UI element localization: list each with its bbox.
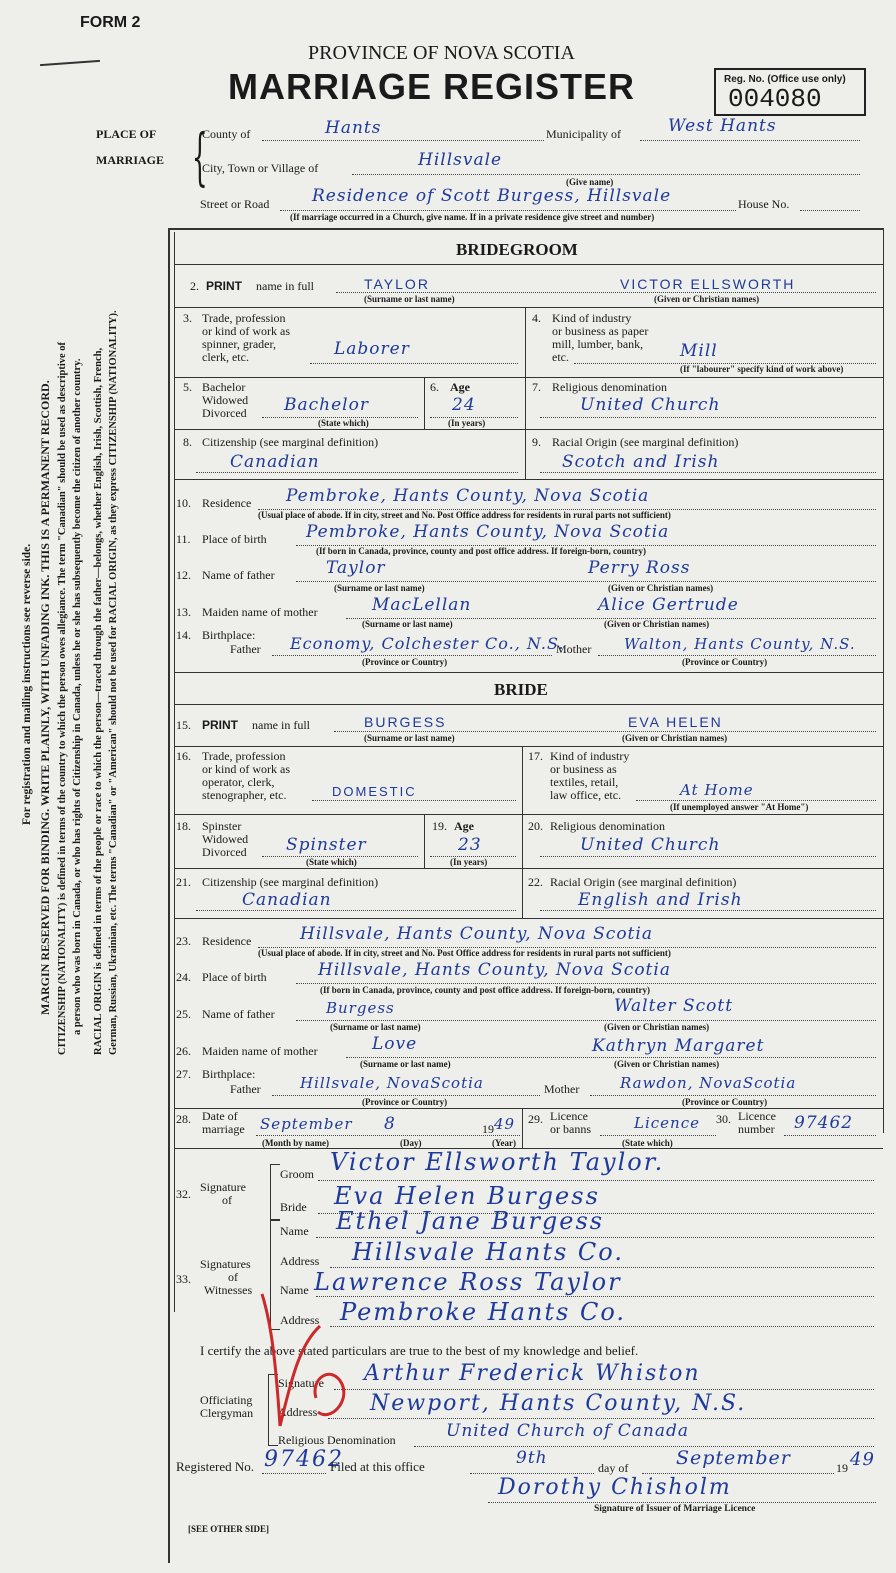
groom-heading: BRIDEGROOM: [456, 240, 578, 259]
clergy-address-line: [328, 1418, 874, 1419]
f4-note: (If "labourer" specify kind of work above): [680, 364, 844, 374]
f29-num: 29.: [528, 1112, 543, 1126]
groom-trade: Laborer: [334, 339, 410, 359]
denomination-label: Religious Denomination: [278, 1433, 396, 1447]
f30-line: [784, 1135, 876, 1136]
f19-label: Age: [454, 819, 474, 833]
reg-number: 004080: [728, 84, 822, 114]
f10-label: Residence: [202, 496, 252, 510]
city-value: Hillsvale: [418, 150, 503, 170]
bride-trade: DOMESTIC: [332, 784, 417, 799]
f8-line: [196, 472, 518, 473]
surname-caption: (Surname or last name): [364, 733, 455, 743]
reg-number-box: [714, 68, 866, 116]
f17-label-3: textiles, retail,: [550, 775, 619, 789]
row-rule: [174, 429, 883, 430]
f14-num: 14.: [176, 628, 191, 642]
f13-num: 13.: [176, 605, 191, 619]
street-note: (If marriage occurred in a Church, give name. If in a private residence give street and number): [290, 212, 655, 222]
groom-status: Bachelor: [284, 395, 369, 415]
filed-year: 49: [850, 1449, 875, 1470]
f32-num: 32.: [176, 1187, 191, 1201]
f17-label-4: law office, etc.: [550, 788, 622, 802]
f3-label-4: clerk, etc.: [202, 350, 249, 364]
f17-note: (If unemployed answer "At Home"): [670, 802, 809, 812]
f29-label-1: Licence: [550, 1109, 588, 1123]
f9-label: Racial Origin (see marginal definition): [552, 435, 739, 449]
groom-given-caption: (Given or Christian names): [654, 294, 760, 304]
f23-label: Residence: [202, 934, 252, 948]
witness2-address: Pembroke Hants Co.: [340, 1298, 626, 1326]
f3-num: 3.: [183, 311, 192, 325]
year-caption: (Year): [492, 1138, 516, 1148]
groom-mother-surname: MacLellan: [372, 595, 472, 615]
f13-label: Maiden name of mother: [202, 605, 318, 619]
f14-father-line: [272, 655, 552, 656]
row-rule: [174, 377, 883, 378]
place-label-1: PLACE OF: [96, 127, 157, 141]
bride-heading-rule: [174, 704, 883, 705]
bride-signature: Eva Helen Burgess: [334, 1182, 600, 1210]
f9-num: 9.: [532, 435, 541, 449]
f7-label: Religious denomination: [552, 380, 667, 394]
groom-birthplace: Pembroke, Hants County, Nova Scotia: [306, 522, 670, 542]
in-years-caption: (In years): [450, 857, 488, 867]
bride-birthplace: Hillsvale, Hants County, Nova Scotia: [318, 960, 671, 980]
red-check-mark: [250, 1283, 360, 1436]
f18-label-1: Spinster: [202, 819, 242, 833]
wit-label-1: Signatures: [200, 1257, 251, 1271]
f10-num: 10.: [176, 496, 191, 510]
reg-label: Reg. No. (Office use only): [724, 74, 846, 85]
bride-citizenship: Canadian: [242, 890, 332, 910]
f25-line: [296, 1020, 876, 1021]
denomination-line: [414, 1446, 874, 1447]
filed-day: 9th: [516, 1448, 548, 1468]
f29-label-2: or banns: [550, 1122, 591, 1136]
f28-line: [256, 1135, 520, 1136]
clergy-signature: Arthur Frederick Whiston: [364, 1361, 701, 1386]
sig-label-2: of: [222, 1193, 232, 1207]
groom-surname: TAYLOR: [364, 276, 430, 292]
f9-line: [540, 472, 876, 473]
issuer-signature: Dorothy Chisholm: [498, 1475, 732, 1500]
bride-father-given: Walter Scott: [614, 996, 734, 1016]
house-label: House No.: [738, 197, 790, 211]
pen-mark: [40, 60, 100, 66]
f26-num: 26.: [176, 1044, 191, 1058]
f28-num: 28.: [176, 1112, 191, 1126]
f16-line: [312, 800, 516, 801]
given-caption: (Given or Christian names): [622, 733, 728, 743]
f18-num: 18.: [176, 819, 191, 833]
row-rule: [174, 918, 883, 919]
col-divider: [522, 868, 523, 918]
f19-num: 19.: [432, 819, 447, 833]
given-caption: (Given or Christian names): [604, 1022, 710, 1032]
f18-label-2: Widowed: [202, 832, 249, 846]
marriage-year: 49: [494, 1115, 516, 1133]
bride-age: 23: [458, 835, 482, 855]
row-rule: [174, 814, 883, 815]
father-label: Father: [230, 1082, 261, 1096]
f11-label: Place of birth: [202, 532, 267, 546]
county-line: [262, 140, 544, 141]
f4-label-3: mill, lumber, bank,: [552, 337, 644, 351]
f12-label: Name of father: [202, 568, 275, 582]
f15-label: name in full: [252, 718, 310, 732]
groom-sig-label: Groom: [280, 1167, 314, 1181]
street-line: [280, 210, 736, 211]
row-rule: [174, 307, 883, 308]
street-value: Residence of Scott Burgess, Hillsvale: [312, 186, 672, 206]
place-brace: {: [191, 120, 208, 193]
licence-or-banns: Licence: [634, 1114, 700, 1132]
f6-label: Age: [450, 380, 470, 394]
bride-industry: At Home: [680, 781, 754, 799]
groom-sig-line: [318, 1180, 874, 1181]
f24-num: 24.: [176, 970, 191, 984]
f2-print: PRINT: [206, 279, 242, 293]
day-caption: (Day): [400, 1138, 422, 1148]
f17-label-2: or business as: [550, 762, 617, 776]
wit-label-2: of: [228, 1270, 238, 1284]
w2-name-line: [316, 1296, 874, 1297]
margin-notes: [20, 295, 121, 1055]
bride-surname: BURGESS: [364, 714, 447, 730]
f8-num: 8.: [183, 435, 192, 449]
bride-father-birthplace: Hillsvale, NovaScotia: [300, 1074, 484, 1092]
f16-num: 16.: [176, 749, 191, 763]
surname-caption: (Surname or last name): [360, 1059, 451, 1069]
f22-label: Racial Origin (see marginal definition): [550, 875, 737, 889]
col-divider: [525, 307, 526, 377]
f3-label-2: or kind of work as: [202, 324, 290, 338]
day-of-label: day of: [598, 1461, 629, 1475]
mother-label: Mother: [556, 642, 592, 656]
state-which-caption: (State which): [622, 1138, 673, 1148]
county-value: Hants: [325, 118, 382, 138]
province-title: PROVINCE OF NOVA SCOTIA: [308, 42, 575, 64]
f27-mother-line: [590, 1095, 876, 1096]
bride-mother-given: Kathryn Margaret: [592, 1036, 765, 1056]
wit-label-3: Witnesses: [204, 1283, 253, 1297]
groom-age: 24: [452, 395, 476, 415]
margin-line-2: MARGIN RESERVED FOR BINDING. WRITE PLAINLY, WITH UNFADING INK. THIS IS A PERMANENT RECORD.: [38, 380, 52, 1015]
city-line: [352, 174, 860, 175]
col-divider: [522, 814, 523, 868]
f27-num: 27.: [176, 1067, 191, 1081]
f25-label: Name of father: [202, 1007, 275, 1021]
state-which-caption: (State which): [306, 857, 357, 867]
section-rule: [174, 672, 883, 673]
f17-label-1: Kind of industry: [550, 749, 630, 763]
bride-heading: BRIDE: [494, 680, 548, 699]
clergy-sig-label: Signature: [278, 1376, 324, 1390]
row-rule: [174, 868, 883, 869]
bride-mother-birthplace: Rawdon, NovaScotia: [620, 1074, 797, 1092]
groom-industry: Mill: [680, 341, 718, 361]
f27-father-line: [272, 1095, 540, 1096]
f30-label-1: Licence: [738, 1109, 776, 1123]
f4-label-1: Kind of industry: [552, 311, 632, 325]
f16-label-2: or kind of work as: [202, 762, 290, 776]
f7-line: [540, 417, 876, 418]
f26-line: [346, 1057, 876, 1058]
w1-name-label: Name: [280, 1224, 309, 1238]
form-top-border: [168, 228, 884, 230]
issuer-caption: Signature of Issuer of Marriage Licence: [594, 1504, 756, 1514]
give-name-caption: (Give name): [566, 177, 614, 187]
surname-caption: (Surname or last name): [330, 1022, 421, 1032]
f2-num: 2.: [190, 279, 199, 293]
f8-label: Citizenship (see marginal definition): [202, 435, 379, 449]
marriage-month: September: [260, 1115, 353, 1133]
witness1-name: Ethel Jane Burgess: [336, 1207, 605, 1235]
margin-line-1: For registration and mailing instructions see reverse side.: [21, 543, 33, 825]
f14-label: Birthplace:: [202, 628, 256, 642]
col-divider: [525, 429, 526, 479]
groom-mother-given: Alice Gertrude: [598, 595, 739, 615]
clergy-address: Newport, Hants County, N.S.: [370, 1391, 747, 1416]
f25-num: 25.: [176, 1007, 191, 1021]
f21-num: 21.: [176, 875, 191, 889]
month-caption: (Month by name): [262, 1138, 329, 1148]
residence-note: (Usual place of abode. If in city, street and No. Post Office address for residents in rural parts not sufficient): [258, 948, 671, 958]
bride-religion: United Church: [580, 835, 721, 855]
bride-father-surname: Burgess: [326, 999, 395, 1017]
bride-sig-label: Bride: [280, 1200, 307, 1214]
officiating-label-1: Officiating: [200, 1393, 253, 1407]
page-title: MARRIAGE REGISTER: [228, 66, 636, 107]
f2-label: name in full: [256, 279, 314, 293]
col-divider: [424, 377, 425, 429]
groom-religion: United Church: [580, 395, 721, 415]
municipality-value: West Hants: [668, 116, 777, 136]
w2-name-label: Name: [280, 1283, 309, 1297]
margin-line-6: German, Russian, Ukrainian, etc. The terms "Canadian" or "American" should not be used for RACIAL ORIGIN, as they express CITIZENSHIP (NATIONALITY).: [108, 310, 119, 1055]
filed-label: Filed at this office: [330, 1459, 425, 1474]
surname-caption: (Surname or last name): [334, 583, 425, 593]
f15-num: 15.: [176, 718, 191, 732]
in-years-caption: (In years): [448, 418, 486, 428]
f7-num: 7.: [532, 380, 541, 394]
father-label: Father: [230, 642, 261, 656]
issuer-line: [488, 1502, 876, 1503]
given-caption: (Given or Christian names): [614, 1059, 720, 1069]
f28-label-1: Date of: [202, 1109, 238, 1123]
f6-num: 6.: [430, 380, 439, 394]
f22-num: 22.: [528, 875, 543, 889]
f12-num: 12.: [176, 568, 191, 582]
f16-label-1: Trade, profession: [202, 749, 286, 763]
f4-label-2: or business as paper: [552, 324, 649, 338]
birth-note: (If born in Canada, province, county and post office address. If foreign-born, country): [320, 985, 651, 995]
f20-label: Religious denomination: [550, 819, 665, 833]
f23-num: 23.: [176, 934, 191, 948]
row-rule: [174, 746, 883, 747]
municipality-line: [640, 140, 860, 141]
f5-label-3: Divorced: [202, 406, 247, 420]
row-rule: [174, 479, 883, 480]
birth-note: (If born in Canada, province, county and post office address. If foreign-born, country): [316, 546, 647, 556]
given-caption: (Given or Christian names): [608, 583, 714, 593]
county-label: County of: [202, 127, 251, 141]
province-caption: (Province or Country): [362, 657, 448, 667]
f29-line: [600, 1135, 716, 1136]
certify-statement: I certify the above stated particulars are true to the best of my knowledge and belief.: [200, 1343, 639, 1358]
groom-citizenship: Canadian: [230, 452, 320, 472]
groom-name-line: [336, 292, 876, 293]
form-left-border: [168, 228, 170, 1563]
bride-racial: English and Irish: [578, 890, 743, 910]
surname-caption: (Surname or last name): [362, 619, 453, 629]
col-divider: [525, 377, 526, 429]
groom-father-birthplace: Economy, Colchester Co., N.S.: [290, 634, 565, 653]
sig-label-1: Signature: [200, 1180, 246, 1194]
f15-print: PRINT: [202, 718, 238, 732]
bride-mother-surname: Love: [372, 1034, 418, 1054]
bride-residence: Hillsvale, Hants County, Nova Scotia: [300, 924, 653, 944]
f4-num: 4.: [532, 311, 541, 325]
f5-label-2: Widowed: [202, 393, 249, 407]
f17-num: 17.: [528, 749, 543, 763]
groom-surname-caption: (Surname or last name): [364, 294, 455, 304]
groom-signature: Victor Ellsworth Taylor.: [330, 1148, 665, 1176]
f30-label-2: number: [738, 1122, 775, 1136]
officiating-label-2: Clergyman: [200, 1406, 254, 1420]
groom-mother-birthplace: Walton, Hants County, N.S.: [624, 635, 856, 653]
registered-number: 97462: [264, 1447, 344, 1472]
clergy-denomination: United Church of Canada: [446, 1421, 689, 1441]
mother-label: Mother: [544, 1082, 580, 1096]
house-line: [800, 210, 860, 211]
see-other-side: [SEE OTHER SIDE]: [188, 1524, 270, 1534]
col-divider: [522, 1108, 523, 1148]
f20-line: [540, 856, 876, 857]
filed-month: September: [676, 1447, 791, 1469]
province-caption: (Province or Country): [682, 1097, 768, 1107]
bride-name-line: [334, 731, 876, 732]
f21-label: Citizenship (see marginal definition): [202, 875, 379, 889]
f20-num: 20.: [528, 819, 543, 833]
row-rule: [174, 1108, 883, 1109]
bride-status: Spinster: [286, 835, 367, 855]
f4-label-4: etc.: [552, 350, 569, 364]
f24-line: [296, 983, 876, 984]
marriage-day: 8: [384, 1114, 396, 1134]
margin-line-5: RACIAL ORIGIN is defined in terms of the people or race to which the person—traced through the father—belongs, whether English, Irish, Scottish, French,: [93, 347, 104, 1055]
w2-address-label: Address: [280, 1313, 320, 1327]
f3-label-3: spinner, grader,: [202, 337, 277, 351]
margin-line-4: a person who was born in Canada, or who has rights of Citizenship in Canada, unless he or she has subsequently become the citizen of another country.: [72, 358, 83, 1035]
year-prefix: 19: [482, 1122, 494, 1136]
given-caption: (Given or Christian names): [604, 619, 710, 629]
witness2-name: Lawrence Ross Taylor: [314, 1268, 622, 1296]
col-divider: [424, 814, 425, 868]
f33-num: 33.: [176, 1272, 191, 1286]
f28-label-2: marriage: [202, 1122, 245, 1136]
f17-line: [636, 800, 876, 801]
f11-num: 11.: [176, 532, 191, 546]
f3-label-1: Trade, profession: [202, 311, 286, 325]
f27-label: Birthplace:: [202, 1067, 256, 1081]
w1-address-label: Address: [280, 1254, 320, 1268]
groom-given: VICTOR ELLSWORTH: [620, 276, 796, 292]
f21-line: [196, 910, 516, 911]
state-which-caption: (State which): [318, 418, 369, 428]
licence-number: 97462: [794, 1113, 854, 1133]
filed-year-prefix: 19: [836, 1461, 848, 1475]
groom-racial: Scotch and Irish: [562, 452, 720, 472]
f14-mother-line: [598, 655, 876, 656]
f5-num: 5.: [183, 380, 192, 394]
place-label-2: MARRIAGE: [96, 153, 164, 167]
f5-label-1: Bachelor: [202, 380, 246, 394]
w2-address-line: [330, 1326, 874, 1327]
margin-line-3: CITIZENSHIP (NATIONALITY) is defined in terms of the country to which the person owes allegiance. The term "Canadian" should be used as descriptive of: [57, 341, 68, 1055]
form-left-border-inner: [174, 232, 175, 1312]
f3-line: [310, 363, 518, 364]
clergy-address-label: Address: [278, 1405, 318, 1419]
witness1-address: Hillsvale Hants Co.: [352, 1238, 624, 1266]
f22-line: [540, 910, 876, 911]
f30-num: 30.: [716, 1112, 731, 1126]
municipality-label: Municipality of: [546, 127, 621, 141]
groom-father-surname: Taylor: [326, 558, 386, 578]
sig-bracket: [270, 1164, 280, 1220]
f16-label-4: stenographer, etc.: [202, 788, 287, 802]
groom-heading-rule: [174, 264, 883, 265]
province-caption: (Province or Country): [682, 657, 768, 667]
form-right-border: [883, 228, 884, 1133]
city-label: City, Town or Village of: [202, 161, 319, 175]
f12-line: [296, 581, 876, 582]
bride-given: EVA HELEN: [628, 714, 723, 730]
province-caption: (Province or Country): [362, 1097, 448, 1107]
col-divider: [522, 746, 523, 814]
groom-residence: Pembroke, Hants County, Nova Scotia: [286, 486, 650, 506]
form-number: FORM 2: [80, 14, 141, 31]
f24-label: Place of birth: [202, 970, 267, 984]
street-label: Street or Road: [200, 197, 270, 211]
f26-label: Maiden name of mother: [202, 1044, 318, 1058]
registered-label: Registered No.: [176, 1459, 254, 1474]
f18-label-3: Divorced: [202, 845, 247, 859]
f16-label-3: operator, clerk,: [202, 775, 275, 789]
groom-father-given: Perry Ross: [588, 558, 691, 578]
residence-note: (Usual place of abode. If in city, street and No. Post Office address for residents in rural parts not sufficient): [258, 510, 671, 520]
